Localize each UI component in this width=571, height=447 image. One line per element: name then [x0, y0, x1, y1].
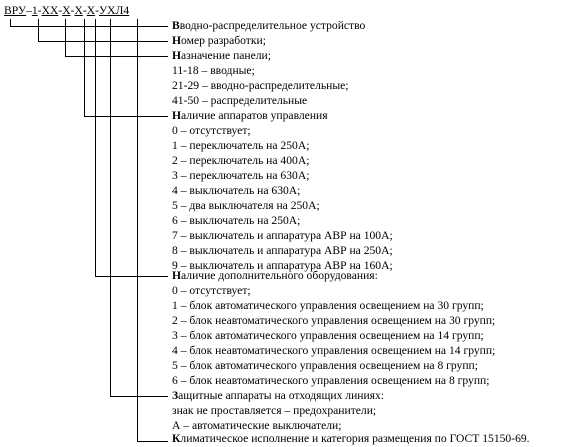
list-item: 0 – отсутствует;: [172, 284, 251, 297]
list-item: 3 – блок автоматического управления освещением на 14 групп;: [172, 329, 484, 342]
code-part-control-devices: Х: [62, 4, 71, 17]
list-item: знак не проставляется – предохранители;: [172, 404, 377, 417]
connector-line: [137, 19, 138, 441]
connector-line: [10, 19, 11, 26]
code-part-separator: -: [82, 4, 87, 17]
connector-line: [10, 26, 168, 27]
code-part-protection: Х: [86, 4, 96, 17]
connector-line: [110, 19, 111, 396]
list-item: 6 – блок неавтоматического управления освещением на 8 групп;: [172, 374, 490, 387]
list-item: 3 – переключатель на 630А;: [172, 169, 310, 182]
list-item: А – автоматические выключатели;: [172, 419, 342, 432]
list-item: 8 – выключатель и аппаратура АВР на 250А;: [172, 244, 393, 257]
list-item: 11-18 – вводные;: [172, 64, 255, 77]
code-part-panel-purpose: ХХ: [41, 4, 59, 17]
code-part-dash: –: [26, 4, 32, 17]
connector-line: [95, 276, 168, 277]
list-item: 7 – выключатель и аппаратура АВР на 100А;: [172, 229, 393, 242]
designation-code: [4, 4, 129, 18]
list-item: 5 – два выключателя на 250А;: [172, 199, 320, 212]
field-title-control-devices: Наличие аппаратов управления: [172, 109, 328, 122]
list-item: 2 – блок неавтоматического управления освещением на 30 групп;: [172, 314, 496, 327]
list-item: 6 – выключатель на 250А;: [172, 214, 301, 227]
connector-line: [137, 441, 168, 442]
connector-line: [84, 116, 168, 117]
field-title-extra-equipment: Наличие дополнительного оборудования:: [172, 269, 378, 282]
list-item: 21-29 – вводно-распределительные;: [172, 79, 349, 92]
connector-line: [38, 19, 39, 41]
connector-line: [84, 19, 85, 116]
code-part-climate: УХЛ4: [98, 4, 130, 17]
list-item: 0 – отсутствует;: [172, 124, 251, 137]
code-part-extra-equipment: Х: [74, 4, 83, 17]
code-part-vru: ВРУ: [4, 4, 27, 17]
code-part-separator: -: [95, 4, 99, 17]
connector-line: [95, 19, 96, 276]
field-title-panel-purpose: Назначение панели;: [172, 49, 271, 62]
field-title-protection-devices: Защитные аппараты на отходящих линиях:: [172, 389, 385, 402]
connector-line: [38, 41, 168, 42]
list-item: 1 – блок автоматического управления освещением на 30 групп;: [172, 299, 484, 312]
list-item: 1 – переключатель на 250А;: [172, 139, 310, 152]
connector-line: [65, 56, 168, 57]
field-title-development-number: Номер разработки;: [172, 34, 266, 47]
list-item: 5 – блок автоматического управления освещением на 8 групп;: [172, 359, 478, 372]
code-part-separator: -: [58, 4, 63, 17]
connector-line: [110, 396, 168, 397]
code-part-development-number: 1: [31, 4, 38, 17]
code-part-separator: -: [70, 4, 75, 17]
list-item: 4 – блок неавтоматического управления освещением на 14 групп;: [172, 344, 496, 357]
connector-line: [65, 19, 66, 56]
list-item: 4 – выключатель на 630А;: [172, 184, 301, 197]
list-item: 9 – выключатель и аппаратура АВР на 160А;: [172, 259, 393, 272]
code-part-separator: -: [37, 4, 42, 17]
field-title-device-type: Вводно-распределительное устройство: [172, 19, 366, 32]
list-item: 41-50 – распределительные: [172, 94, 308, 107]
list-item: 2 – переключатель на 400А;: [172, 154, 310, 167]
field-title-climate-category: Климатическое исполнение и категория размещения по ГОСТ 15150-69.: [172, 432, 530, 445]
